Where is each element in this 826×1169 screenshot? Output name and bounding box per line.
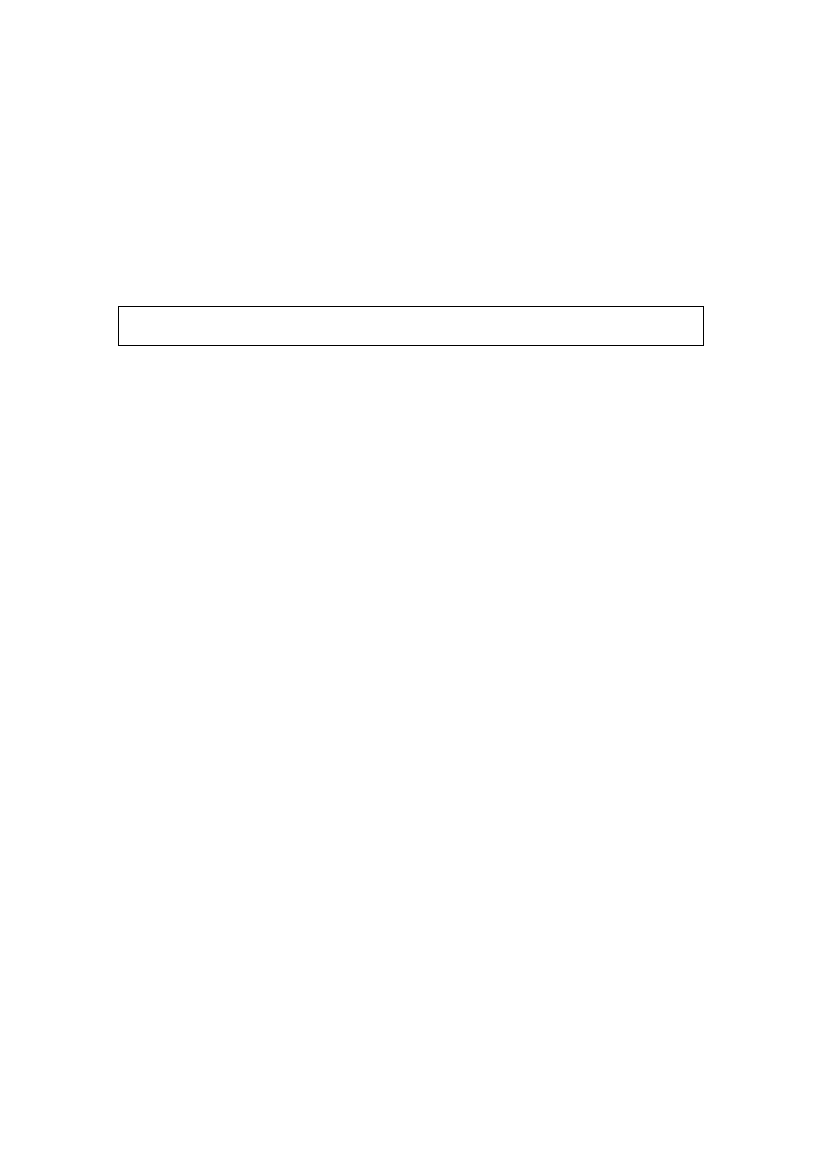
word-box: [118, 306, 704, 346]
watermark: [143, 348, 687, 773]
